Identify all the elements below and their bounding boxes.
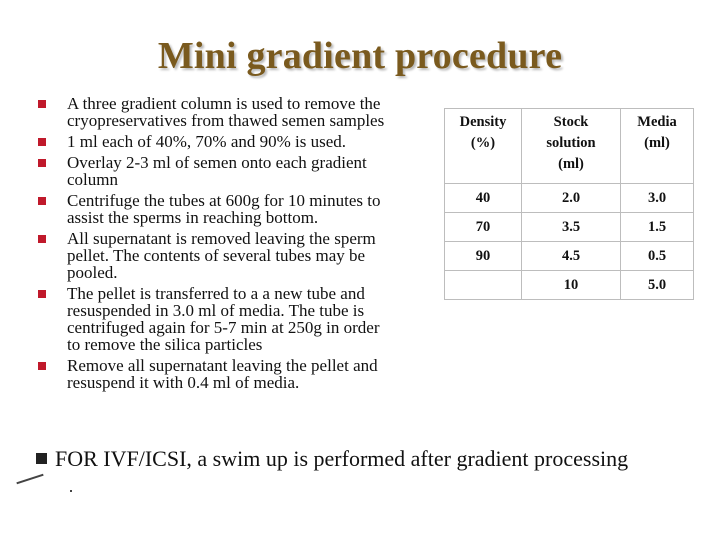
decorative-stroke: [16, 474, 43, 485]
column-header-stock-solution: [522, 109, 621, 184]
bullet-line: 1 ml each of 40%, 70% and 90% is used.: [67, 132, 347, 151]
column-header-media: [621, 109, 694, 184]
table-cell: 40: [445, 184, 522, 213]
square-bullet-icon: [38, 362, 46, 370]
square-bullet-icon: [38, 197, 46, 205]
bullet-line: Centrifuge the tubes at 600g for 10 minutes to: [67, 191, 381, 210]
slide-title: Mini gradient procedure: [157, 35, 563, 77]
bullet-line: to remove the silica particles: [67, 335, 263, 354]
table-row: [445, 271, 694, 300]
header-line: Density: [459, 114, 507, 130]
gradient-volumes-table: [444, 108, 694, 300]
table-cell: 1.5: [621, 213, 694, 242]
table-cell: 3.0: [621, 184, 694, 213]
table-row: [445, 213, 694, 242]
bullet-item: [36, 95, 446, 129]
bullet-line: cryopreservatives from thawed semen samples: [67, 111, 385, 130]
table-cell: [445, 271, 522, 300]
table-cell: 70: [445, 213, 522, 242]
square-bullet-icon: [38, 290, 46, 298]
square-bullet-icon: [38, 159, 46, 167]
table-cell: 3.5: [522, 213, 621, 242]
bullet-line: pooled.: [67, 263, 118, 282]
header-line: (ml): [558, 156, 584, 172]
bullet-line: resuspended in 3.0 ml of media. The tube is: [67, 301, 365, 320]
bullet-line: All supernatant is removed leaving the sperm: [67, 229, 376, 248]
header-line: solution: [546, 135, 596, 151]
square-bullet-icon: [36, 453, 47, 464]
table-cell: 4.5: [522, 242, 621, 271]
bullet-line: resuspend it with 0.4 ml of media.: [67, 373, 300, 392]
header-line: Stock: [553, 114, 589, 130]
table-row: [445, 242, 694, 271]
decorative-dot: [70, 490, 72, 492]
bullet-item: [36, 230, 446, 281]
bullet-item: [36, 154, 446, 188]
table-cell: 10: [522, 271, 621, 300]
table-header-row: [445, 109, 694, 184]
bullet-line: assist the sperms in reaching bottom.: [67, 208, 319, 227]
bullet-line: Remove all supernatant leaving the pellet and: [67, 356, 378, 375]
footer-note: [36, 446, 628, 472]
square-bullet-icon: [38, 138, 46, 146]
table-cell: 90: [445, 242, 522, 271]
table-cell: 0.5: [621, 242, 694, 271]
bullet-line: Overlay 2-3 ml of semen onto each gradient: [67, 153, 367, 172]
bullet-item: [36, 285, 446, 353]
bullet-line: column: [67, 170, 118, 189]
header-line: Media: [637, 114, 677, 130]
table-cell: 5.0: [621, 271, 694, 300]
square-bullet-icon: [38, 100, 46, 108]
header-line: (ml): [644, 135, 670, 151]
bullet-item: [36, 133, 446, 150]
column-header-density: [445, 109, 522, 184]
square-bullet-icon: [38, 235, 46, 243]
bullet-line: pellet. The contents of several tubes may be: [67, 246, 366, 265]
bullet-line: centrifuged again for 5-7 min at 250g in order: [67, 318, 380, 337]
header-line: (%): [470, 135, 496, 151]
bullet-line: The pellet is transferred to a a new tube and: [67, 284, 365, 303]
bullet-item: [36, 192, 446, 226]
table-row: [445, 184, 694, 213]
bullet-item: [36, 357, 446, 391]
table-cell: 2.0: [522, 184, 621, 213]
footer-text: FOR IVF/ICSI, a swim up is performed after gradient processing: [55, 446, 629, 471]
bullet-line: A three gradient column is used to remove the: [67, 94, 381, 113]
procedure-bullet-list: [36, 95, 446, 395]
